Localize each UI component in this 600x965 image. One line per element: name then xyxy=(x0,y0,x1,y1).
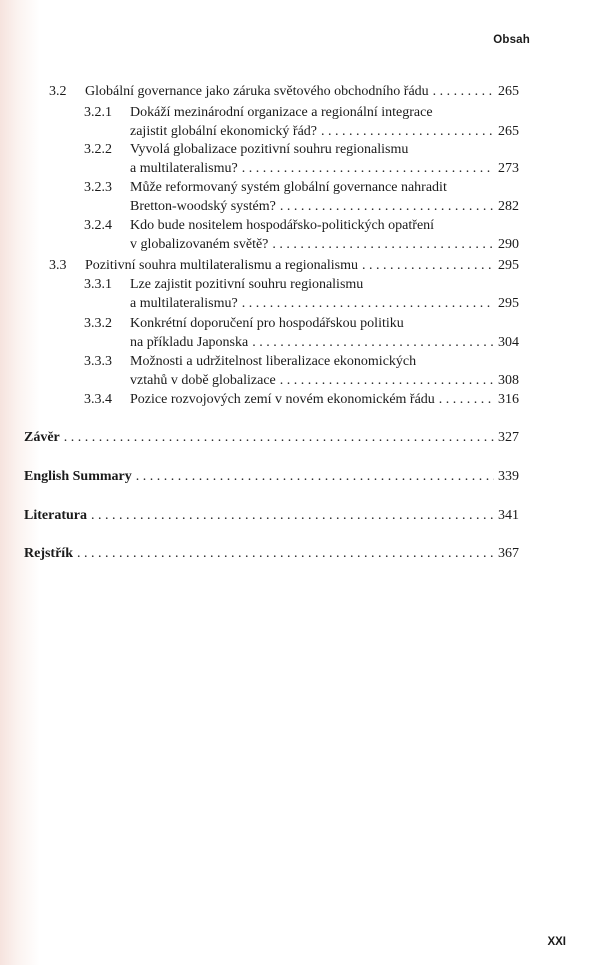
leader-dots xyxy=(433,84,494,100)
toc-entry-3-3-3[interactable] xyxy=(84,354,519,370)
leader-dots xyxy=(272,237,494,253)
chapter-title: Závěr xyxy=(24,430,60,445)
leader-dots xyxy=(136,469,494,485)
page-number: 290 xyxy=(498,237,519,252)
section-title-continued: a multilateralismu? xyxy=(130,161,238,176)
leader-dots xyxy=(242,161,494,177)
running-header: Obsah xyxy=(493,34,530,46)
chapter-title: English Summary xyxy=(24,469,132,484)
leader-dots xyxy=(439,392,494,408)
toc-chapter-zaver[interactable] xyxy=(24,430,519,446)
section-number: 3.2 xyxy=(49,84,67,99)
toc-entry-3-3-2-cont xyxy=(130,335,519,351)
section-number: 3.2.3 xyxy=(84,180,112,195)
toc-entry-3-3-3-cont xyxy=(130,373,519,389)
section-title-continued: v globalizovaném světě? xyxy=(130,237,269,252)
section-number: 3.3.2 xyxy=(84,316,112,331)
page-number: 316 xyxy=(498,392,519,407)
page-number: 304 xyxy=(498,335,519,350)
toc-chapter-english-summary[interactable] xyxy=(24,469,519,485)
page-number: 327 xyxy=(498,430,519,445)
section-title-continued: a multilateralismu? xyxy=(130,296,238,311)
leader-dots xyxy=(321,124,494,140)
leader-dots xyxy=(64,430,494,446)
toc-entry-3-3-1-cont xyxy=(130,296,519,312)
toc-entry-3-3[interactable] xyxy=(49,258,519,274)
toc-entry-3-3-2[interactable] xyxy=(84,316,519,332)
page-number: 308 xyxy=(498,373,519,388)
section-title: Konkrétní doporučení pro hospodářskou politiku xyxy=(130,316,404,331)
section-title: Globální governance jako záruka světového obchodního řádu xyxy=(85,84,429,99)
toc-chapter-rejstrik[interactable] xyxy=(24,546,519,562)
toc-entry-3-2-4-cont xyxy=(130,237,519,253)
leader-dots xyxy=(280,373,494,389)
page-number: 265 xyxy=(498,124,519,139)
page-number: 282 xyxy=(498,199,519,214)
leader-dots xyxy=(252,335,494,351)
toc-entry-3-2-3-cont xyxy=(130,199,519,215)
toc-entry-3-2-3[interactable] xyxy=(84,180,519,196)
section-number: 3.2.2 xyxy=(84,142,112,157)
toc-entry-3-2-1-cont xyxy=(130,124,519,140)
page-number: 265 xyxy=(498,84,519,99)
toc-entry-3-2-2[interactable] xyxy=(84,142,519,158)
toc-entry-3-2-2-cont xyxy=(130,161,519,177)
section-title: Může reformovaný systém globální governance nahradit xyxy=(130,180,447,195)
page-folio: XXI xyxy=(547,936,566,948)
toc-chapter-literatura[interactable] xyxy=(24,508,519,524)
section-title-continued: zajistit globální ekonomický řád? xyxy=(130,124,318,139)
leader-dots xyxy=(242,296,494,312)
section-number: 3.2.4 xyxy=(84,218,112,233)
leader-dots xyxy=(91,508,494,524)
section-number: 3.3.3 xyxy=(84,354,112,369)
section-number: 3.3.1 xyxy=(84,277,112,292)
page-number: 295 xyxy=(498,258,519,273)
section-number: 3.3.4 xyxy=(84,392,112,407)
page-number: 341 xyxy=(498,508,519,523)
section-title: Dokáží mezinárodní organizace a regionální integrace xyxy=(130,105,433,120)
section-title: Možnosti a udržitelnost liberalizace ekonomických xyxy=(130,354,417,369)
leader-dots xyxy=(77,546,494,562)
section-title: Vyvolá globalizace pozitivní souhru regionalismu xyxy=(130,142,409,157)
toc-entry-3-3-1[interactable] xyxy=(84,277,519,293)
section-title-continued: na příkladu Japonska xyxy=(130,335,249,350)
leader-dots xyxy=(280,199,494,215)
page-number: 367 xyxy=(498,546,519,561)
section-title: Pozitivní souhra multilateralismu a regionalismu xyxy=(85,258,358,273)
section-title: Kdo bude nositelem hospodářsko-politických opatření xyxy=(130,218,435,233)
section-title: Lze zajistit pozitivní souhru regionalismu xyxy=(130,277,364,292)
page-number: 295 xyxy=(498,296,519,311)
page-number: 339 xyxy=(498,469,519,484)
toc-entry-3-2[interactable] xyxy=(49,84,519,100)
chapter-title: Literatura xyxy=(24,508,87,523)
section-title: Pozice rozvojových zemí v novém ekonomickém řádu xyxy=(130,392,435,407)
page-number: 273 xyxy=(498,161,519,176)
chapter-title: Rejstřík xyxy=(24,546,73,561)
toc-entry-3-3-4[interactable] xyxy=(84,392,519,408)
leader-dots xyxy=(362,258,494,274)
section-title-continued: vztahů v době globalizace xyxy=(130,373,276,388)
section-number: 3.3 xyxy=(49,258,67,273)
toc-entry-3-2-1[interactable] xyxy=(84,105,519,121)
section-title-continued: Bretton-woodský systém? xyxy=(130,199,276,214)
section-number: 3.2.1 xyxy=(84,105,112,120)
toc-entry-3-2-4[interactable] xyxy=(84,218,519,234)
